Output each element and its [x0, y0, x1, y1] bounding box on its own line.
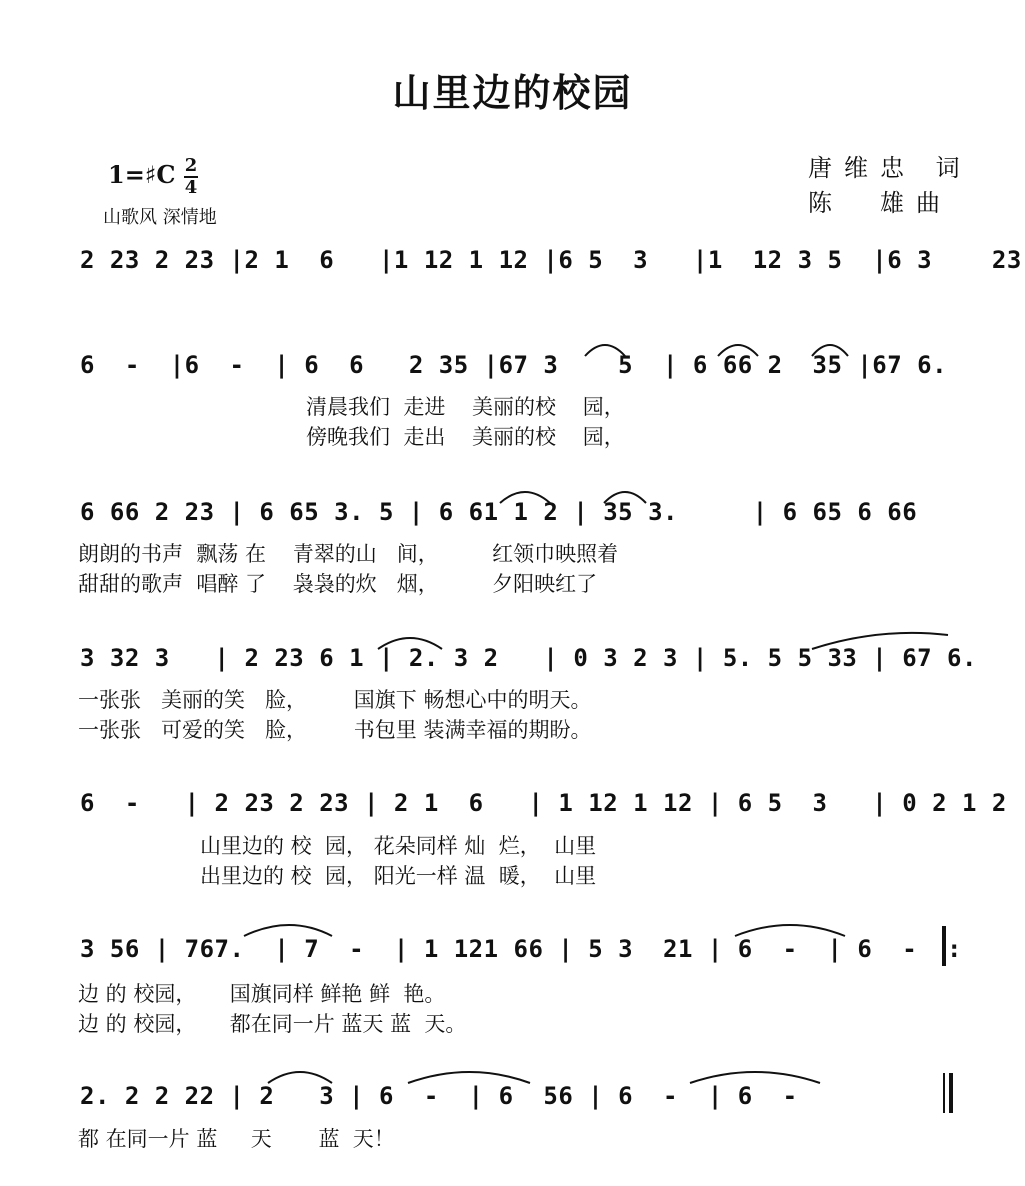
notation-line-4: 3 32 3 | 2 23 6 1 | 2. 3 2 | 0 3 2 3 | 5. 5 5 33 | 67 6.	[80, 644, 977, 672]
lyrics-line-2-verse-1: 清晨我们 走进 美丽的校 园，	[306, 395, 625, 419]
lyrics-line-4-verse-2: 一张张 可爱的笑 脸， 书包里 装满幸福的期盼。	[78, 718, 592, 742]
time-signature-bottom: 4	[184, 177, 198, 198]
composer-credit: 陈 雄曲	[808, 189, 952, 217]
notation-line-6: 3 56 | 767. | 7 - | 1 121 66 | 5 3 21 | 6 - | 6 - :	[80, 935, 963, 963]
lyrics-line-6-verse-2: 边 的 校园， 都在同一片 蓝天 蓝 天。	[78, 1012, 467, 1036]
time-signature-top: 2	[184, 155, 198, 176]
notation-line-3: 6 66 2 23 | 6 65 3. 5 | 6 61 1 2 | 35 3. | 6 65 6 66	[80, 498, 918, 526]
notation-line-7: 2. 2 2 22 | 2 3 | 6 - | 6 56 | 6 - | 6 -	[80, 1082, 798, 1110]
notation-line-1: 2 23 2 23 |2 1 6 |1 12 1 12 |6 5 3 |1 12 3 5 |6 3 23	[80, 246, 1022, 274]
lyrics-line-5-verse-2: 出里边的 校 园， 阳光一样 温 暖， 山里	[200, 864, 597, 888]
key-signature: 1=♯C	[108, 160, 176, 189]
notation-line-5: 6 - | 2 23 2 23 | 2 1 6 | 1 12 1 12 | 6 5 3 | 0 2 1 2	[80, 789, 1007, 817]
lyrics-line-6-verse-1: 边 的 校园， 国旗同样 鲜艳 鲜 艳。	[78, 982, 446, 1006]
lyrics-line-3-verse-1: 朗朗的书声 飘荡 在 青翠的山 间， 红领巾映照着	[78, 542, 619, 566]
lyrics-line-4-verse-1: 一张张 美丽的笑 脸， 国旗下 畅想心中的明天。	[78, 688, 592, 712]
lyrics-line-7-verse-1: 都 在同一片 蓝 天 蓝 天！	[78, 1127, 395, 1151]
tempo-marking: 山歌风 深情地	[103, 207, 217, 228]
lyrics-line-3-verse-2: 甜甜的歌声 唱醉 了 袅袅的炊 烟， 夕阳映红了	[78, 572, 598, 596]
notation-line-2: 6 - |6 - | 6 6 2 35 |67 3 5 | 6 66 2 35 |67 6.	[80, 351, 948, 379]
lyrics-line-5-verse-1: 山里边的 校 园， 花朵同样 灿 烂， 山里	[200, 834, 597, 858]
song-title: 山里边的校园	[392, 70, 633, 115]
lyrics-line-2-verse-2: 傍晚我们 走出 美丽的校 园，	[306, 425, 625, 449]
lyricist-credit: 唐维忠 词	[808, 154, 972, 182]
